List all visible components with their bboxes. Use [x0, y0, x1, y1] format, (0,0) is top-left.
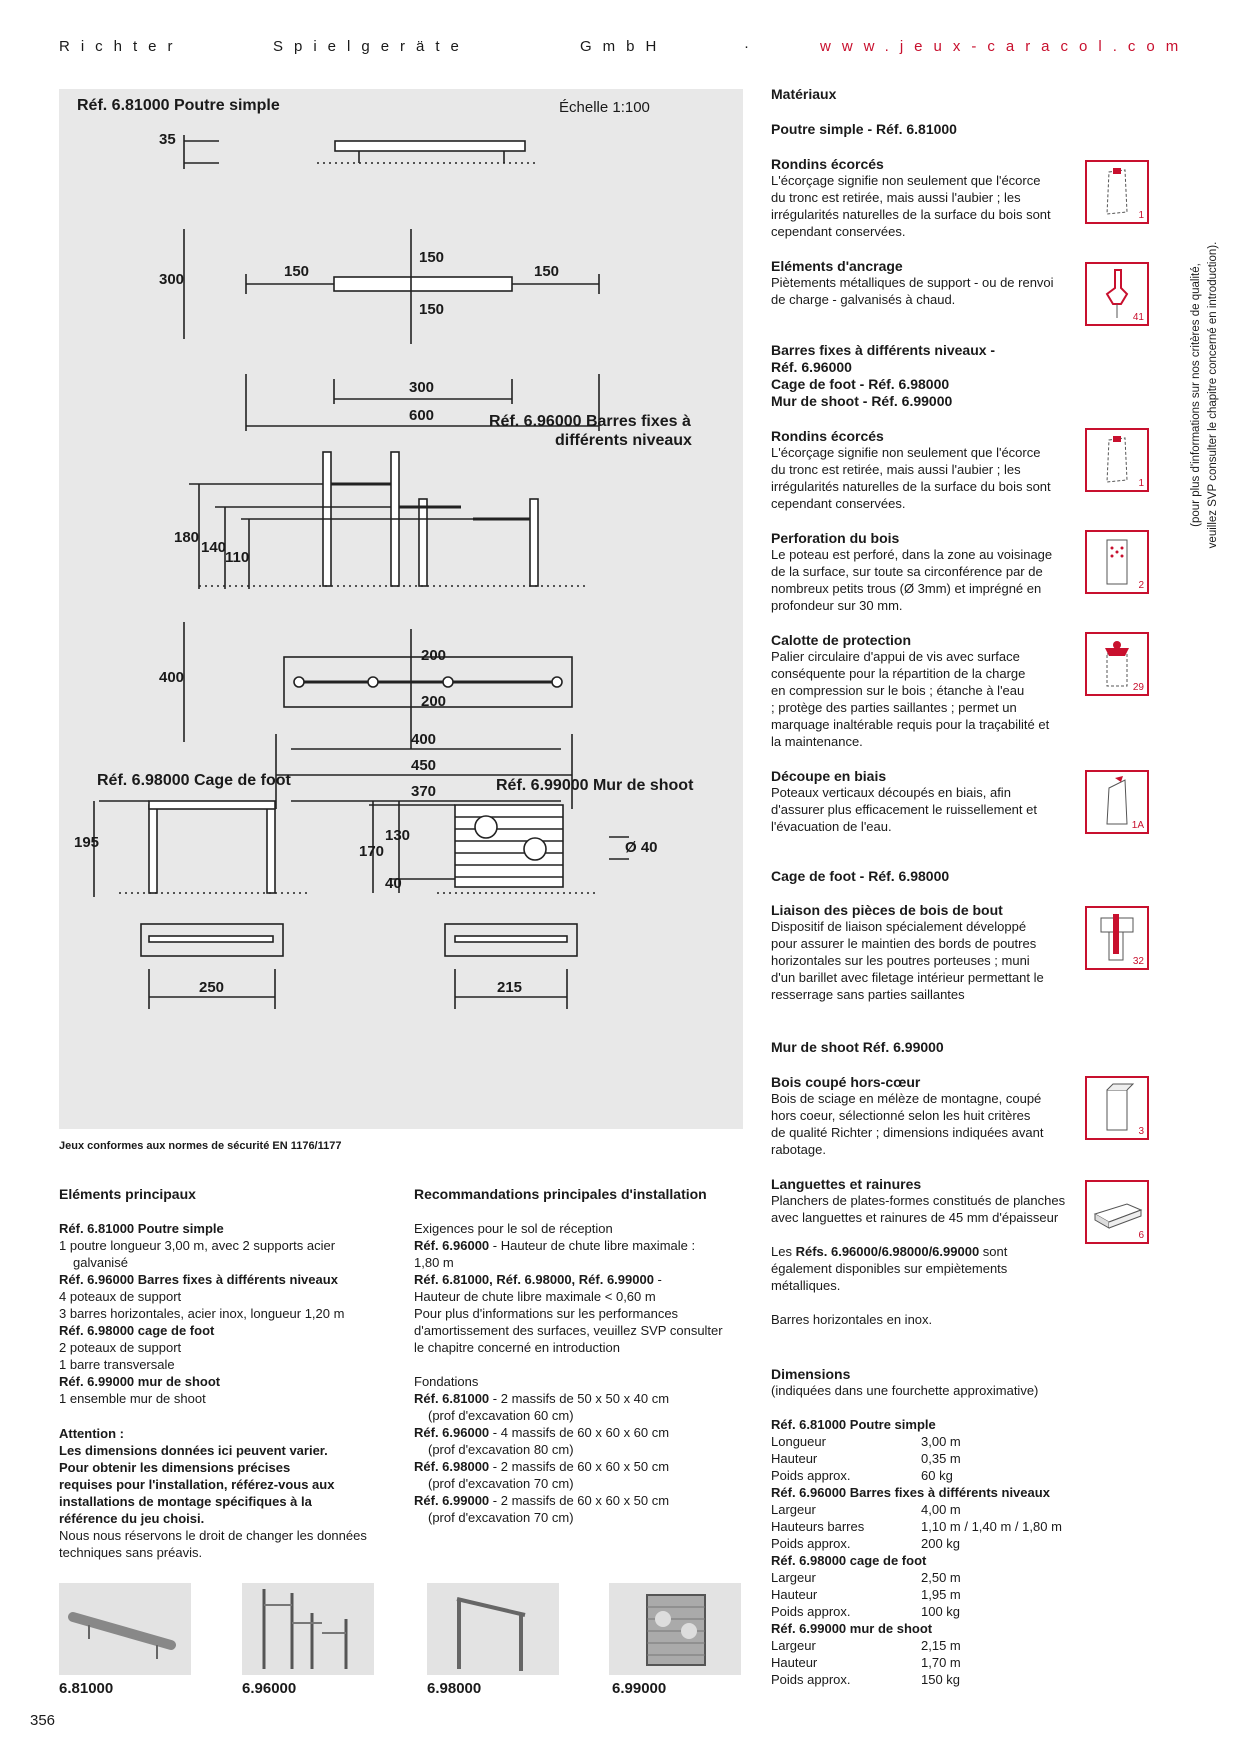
bevel-cut-icon	[1085, 770, 1149, 834]
material-line: resserrage sans parties saillantes	[771, 987, 965, 1002]
page-number: 356	[30, 1712, 56, 1729]
icon-number: 29	[1132, 682, 1144, 693]
dim-group-ref: Réf. 6.96000 Barres fixes à différents niveaux	[771, 1485, 1050, 1500]
material-line: Le poteau est perforé, dans la zone au voisinage	[771, 547, 1053, 562]
attention-line: référence du jeu choisi.	[59, 1511, 205, 1526]
dim-value: 2,15 m	[921, 1638, 961, 1653]
anchor-icon	[1085, 262, 1149, 326]
dim-label: 170	[359, 843, 385, 860]
icon-number: 1	[1138, 210, 1144, 221]
material-title: Rondins écorcés	[771, 428, 884, 444]
dim-key: Hauteur	[771, 1587, 818, 1602]
note-text: sont	[979, 1244, 1008, 1259]
dim-label: 200	[421, 693, 447, 710]
company-name-1: Richter	[59, 38, 184, 55]
dim-key: Largeur	[771, 1638, 816, 1653]
material-line: de qualité Richter ; dimensions indiquées avant	[771, 1125, 1044, 1140]
materials-section-line: Mur de shoot - Réf. 6.99000	[771, 393, 953, 409]
material-line: L'écorçage signifie non seulement que l'écorce	[771, 445, 1041, 460]
dim-label: 35	[159, 131, 176, 148]
dim-value: 100 kg	[921, 1604, 961, 1619]
material-line: marquage inaltérable requis pour la traçabilité et	[771, 717, 1050, 732]
materials-section-line: Barres fixes à différents niveaux -	[771, 342, 996, 358]
attention-line: requises pour l'installation, référez-vous aux	[59, 1477, 335, 1492]
drawing-title-poutre: Réf. 6.81000 Poutre simple	[77, 97, 280, 114]
dim-value: 1,95 m	[921, 1587, 961, 1602]
item-line: 3 barres horizontales, acier inox, longueur 1,20 m	[59, 1306, 345, 1321]
material-title: Bois coupé hors-cœur	[771, 1074, 921, 1090]
dim-key: Longueur	[771, 1434, 826, 1449]
material-decoupe	[771, 768, 1081, 835]
item-line: galvanisé	[73, 1255, 128, 1270]
inox-note: Barres horizontales en inox.	[771, 1312, 933, 1327]
install-text: d'amortissement des surfaces, veuillez SVP consulter	[414, 1323, 723, 1338]
material-title: Rondins écorcés	[771, 156, 884, 172]
company-name-2: Spielgeräte	[273, 38, 470, 55]
fond-ref: Réf. 6.99000	[414, 1493, 490, 1508]
dimensions-table	[771, 1366, 1091, 1688]
icon-number: 6	[1138, 1230, 1144, 1241]
material-line: avec languettes et rainures de 45 mm d'épaisseur	[771, 1210, 1059, 1225]
material-line: nombreux petits trous (Ø 3mm) et imprégné en	[771, 581, 1042, 596]
fond-sub: (prof d'excavation 80 cm)	[428, 1442, 574, 1457]
attention-line: Les dimensions données ici peuvent varier.	[59, 1443, 328, 1458]
material-line: profondeur sur 30 mm.	[771, 598, 903, 613]
material-line: en compression sur le bois ; étanche à l'eau	[771, 683, 1025, 698]
icon-number: 32	[1132, 956, 1144, 967]
material-title: Calotte de protection	[771, 632, 912, 648]
material-perforation	[771, 530, 1081, 614]
foundations-title: Fondations	[414, 1374, 479, 1389]
material-line: la maintenance.	[771, 734, 863, 749]
fond-ref: Réf. 6.81000	[414, 1391, 490, 1406]
dim-group-ref: Réf. 6.81000 Poutre simple	[771, 1417, 936, 1432]
product-thumbnail-cage[interactable]	[427, 1583, 559, 1675]
attention-line: Pour obtenir les dimensions précises	[59, 1460, 291, 1475]
dim-key: Largeur	[771, 1502, 816, 1517]
material-line: Dispositif de liaison spécialement développé	[771, 919, 1027, 934]
dim-key: Largeur	[771, 1570, 816, 1585]
attention-line: installations de montage spécifiques à la	[59, 1494, 312, 1509]
material-line: de la surface, sur toute sa circonférence par de	[771, 564, 1043, 579]
dim-group-ref: Réf. 6.99000 mur de shoot	[771, 1621, 933, 1636]
dim-label: 400	[159, 669, 185, 686]
material-title: Découpe en biais	[771, 768, 887, 784]
material-title: Eléments d'ancrage	[771, 258, 903, 274]
install-text: le chapitre concerné en introduction	[414, 1340, 620, 1355]
material-line: d'un barillet avec filetage intérieur permettant le	[771, 970, 1044, 985]
dim-label: 300	[159, 271, 185, 288]
icon-number: 3	[1138, 1126, 1144, 1137]
attention-title: Attention :	[59, 1426, 124, 1441]
protection-cap-icon	[1085, 632, 1149, 696]
material-bois-coupe	[771, 1074, 1081, 1158]
material-line: rabotage.	[771, 1142, 826, 1157]
reserve-line: Nous nous réservons le droit de changer les données	[59, 1528, 367, 1543]
dim-key: Hauteurs barres	[771, 1519, 865, 1534]
material-line: irrégularités naturelles de la surface du bois sont	[771, 207, 1051, 222]
dim-label: 110	[225, 549, 250, 566]
item-ref: Réf. 6.98000 cage de foot	[59, 1323, 215, 1338]
dim-label: 400	[411, 731, 437, 748]
fond-text: - 2 massifs de 50 x 50 x 40 cm	[489, 1391, 670, 1406]
install-text: -	[653, 1272, 662, 1287]
material-line: conséquente pour la répartition de la charge	[771, 666, 1026, 681]
materials-section: Cage de foot - Réf. 6.98000	[771, 868, 950, 884]
ground-title: Exigences pour le sol de réception	[414, 1221, 613, 1236]
dim-label: 250	[199, 979, 225, 996]
material-line: hors coeur, sélectionné selon les huit critères	[771, 1108, 1031, 1123]
dim-key: Hauteur	[771, 1451, 818, 1466]
dim-key: Poids approx.	[771, 1468, 851, 1483]
product-thumbnail-barres[interactable]	[242, 1583, 374, 1675]
material-line: Bois de sciage en mélèze de montagne, coupé	[771, 1091, 1042, 1106]
fond-text: - 2 massifs de 60 x 60 x 50 cm	[489, 1493, 670, 1508]
install-ref: Réf. 6.96000	[414, 1238, 490, 1253]
thumbnail-label: 6.99000	[612, 1680, 667, 1697]
materials-section-2	[771, 342, 1081, 410]
technical-drawing	[59, 89, 743, 1129]
note-refs: Réfs. 6.96000/6.98000/6.99000	[795, 1244, 980, 1259]
item-line: 2 poteaux de support	[59, 1340, 182, 1355]
item-ref: Réf. 6.99000 mur de shoot	[59, 1374, 221, 1389]
side-note	[1170, 225, 1219, 575]
icon-number: 1A	[1131, 820, 1144, 831]
item-line: 1 ensemble mur de shoot	[59, 1391, 206, 1406]
dim-value: 1,10 m / 1,40 m / 1,80 m	[921, 1519, 1062, 1534]
material-line: irrégularités naturelles de la surface du bois sont	[771, 479, 1051, 494]
material-line: cependant conservées.	[771, 496, 906, 511]
dim-label: 150	[419, 249, 445, 266]
install-title: Recommandations principales d'installation	[414, 1186, 707, 1202]
dim-value: 4,00 m	[921, 1502, 961, 1517]
icon-number: 2	[1138, 580, 1144, 591]
material-rondins-1	[771, 156, 1081, 240]
material-line: ; protège des parties saillantes ; permet un	[771, 700, 1017, 715]
fond-sub: (prof d'excavation 70 cm)	[428, 1510, 574, 1525]
header-separator: ·	[744, 38, 760, 55]
icon-number: 1	[1138, 478, 1144, 489]
note-line: métalliques.	[771, 1278, 841, 1293]
dim-key: Hauteur	[771, 1655, 818, 1670]
item-line: 4 poteaux de support	[59, 1289, 182, 1304]
technical-drawing-panel	[59, 89, 743, 1129]
dim-value: 0,35 m	[921, 1451, 961, 1466]
material-title: Liaison des pièces de bois de bout	[771, 902, 1003, 918]
material-line: L'écorçage signifie non seulement que l'écorce	[771, 173, 1041, 188]
materials-section: Poutre simple - Réf. 6.81000	[771, 121, 957, 137]
fond-sub: (prof d'excavation 70 cm)	[428, 1476, 574, 1491]
dim-label: 215	[497, 979, 523, 996]
install-text: Hauteur de chute libre maximale < 0,60 m	[414, 1289, 656, 1304]
material-languettes	[771, 1176, 1081, 1328]
fond-ref: Réf. 6.96000	[414, 1425, 490, 1440]
drawing-title-barres-b: différents niveaux	[555, 432, 692, 449]
item-ref: Réf. 6.96000 Barres fixes à différents niveaux	[59, 1272, 338, 1287]
dim-label: 150	[534, 263, 560, 280]
dim-label: 300	[409, 379, 435, 396]
dim-value: 2,50 m	[921, 1570, 961, 1585]
fond-text: - 4 massifs de 60 x 60 x 60 cm	[489, 1425, 670, 1440]
thumbnail-label: 6.96000	[242, 1680, 297, 1697]
dim-label: 450	[411, 757, 437, 774]
dim-label: 150	[284, 263, 310, 280]
dim-label: 180	[174, 529, 200, 546]
material-line: du tronc est retirée, mais aussi l'aubier ; les	[771, 190, 1021, 205]
material-line: Planchers de plates-formes constitués de planches	[771, 1193, 1066, 1208]
drawing-title-mur: Réf. 6.99000 Mur de shoot	[496, 777, 694, 794]
safety-note: Jeux conformes aux normes de sécurité EN 1176/1177	[59, 1140, 342, 1152]
dim-value: 200 kg	[921, 1536, 961, 1551]
install-ref: Réf. 6.81000, Réf. 6.98000, Réf. 6.99000	[414, 1272, 654, 1287]
thumbnail-label: 6.98000	[427, 1680, 482, 1697]
note-line: également disponibles sur empiètements	[771, 1261, 1008, 1276]
product-thumbnail-mur[interactable]	[609, 1583, 741, 1675]
material-line: horizontales sur les poutres porteuses ; muni	[771, 953, 1030, 968]
thumbnail-label: 6.81000	[59, 1680, 114, 1697]
dim-label: Ø 40	[625, 839, 658, 856]
product-thumbnail-poutre[interactable]	[59, 1583, 191, 1675]
reserve-line: techniques sans préavis.	[59, 1545, 203, 1560]
side-note-line: (pour plus d'informations sur nos critères de qualité,	[1190, 263, 1202, 527]
sawn-timber-icon	[1085, 1076, 1149, 1140]
website-link[interactable]: www.jeux-caracol.com	[820, 38, 1190, 55]
material-title: Perforation du bois	[771, 530, 900, 546]
principal-title: Eléments principaux	[59, 1186, 196, 1202]
dim-key: Poids approx.	[771, 1672, 851, 1687]
install-text: 1,80 m	[414, 1255, 454, 1270]
fond-ref: Réf. 6.98000	[414, 1459, 490, 1474]
principal-elements	[59, 1186, 399, 1561]
dim-label: 200	[421, 647, 447, 664]
install-text: - Hauteur de chute libre maximale :	[489, 1238, 696, 1253]
wood-connector-icon	[1085, 906, 1149, 970]
material-ancrage	[771, 258, 1081, 308]
dim-label: 40	[385, 875, 402, 892]
dimensions-title: Dimensions	[771, 1366, 851, 1382]
side-note-line: veuillez SVP consulter le chapitre concerné en introduction).	[1207, 241, 1219, 549]
material-liaison	[771, 902, 1081, 1003]
dim-value: 150 kg	[921, 1672, 961, 1687]
dim-value: 3,00 m	[921, 1434, 961, 1449]
material-line: de charge - galvanisés à chaud.	[771, 292, 956, 307]
fond-sub: (prof d'excavation 60 cm)	[428, 1408, 574, 1423]
dim-label: 195	[74, 834, 100, 851]
materials-section-line: Réf. 6.96000	[771, 359, 852, 375]
materials-title	[771, 86, 1081, 102]
materials-heading: Matériaux	[771, 86, 837, 102]
tongue-groove-icon	[1085, 1180, 1149, 1244]
fond-text: - 2 massifs de 60 x 60 x 50 cm	[489, 1459, 670, 1474]
dim-label: 150	[419, 301, 445, 318]
dim-label: 600	[409, 407, 435, 424]
dim-label: 140	[201, 539, 227, 556]
item-line: 1 barre transversale	[59, 1357, 175, 1372]
note-text: Les	[771, 1244, 796, 1259]
log-icon	[1085, 160, 1149, 224]
installation-recommendations	[414, 1186, 754, 1526]
dim-label: 130	[385, 827, 411, 844]
material-line: du tronc est retirée, mais aussi l'aubier ; les	[771, 462, 1021, 477]
dim-key: Poids approx.	[771, 1604, 851, 1619]
material-rondins-2	[771, 428, 1081, 512]
drawing-scale: Échelle 1:100	[559, 99, 650, 116]
company-name-3: GmbH	[580, 38, 668, 55]
log-icon	[1085, 428, 1149, 492]
dim-value: 60 kg	[921, 1468, 953, 1483]
material-title: Languettes et rainures	[771, 1176, 922, 1192]
icon-number: 41	[1132, 312, 1144, 323]
dim-key: Poids approx.	[771, 1536, 851, 1551]
item-line: 1 poutre longueur 3,00 m, avec 2 supports acier	[59, 1238, 336, 1253]
install-text: Pour plus d'informations sur les performances	[414, 1306, 679, 1321]
dim-group-ref: Réf. 6.98000 cage de foot	[771, 1553, 927, 1568]
material-line: Palier circulaire d'appui de vis avec surface	[771, 649, 1020, 664]
dim-label: 370	[411, 783, 437, 800]
item-ref: Réf. 6.81000 Poutre simple	[59, 1221, 224, 1236]
material-line: cependant conservées.	[771, 224, 906, 239]
material-line: pour assurer le maintien des bords de poutres	[771, 936, 1037, 951]
dim-value: 1,70 m	[921, 1655, 961, 1670]
dimensions-subtitle: (indiquées dans une fourchette approximative)	[771, 1383, 1039, 1398]
material-line: l'évacuation de l'eau.	[771, 819, 892, 834]
drawing-title-cage: Réf. 6.98000 Cage de foot	[97, 772, 291, 789]
drawing-title-barres-a: Réf. 6.96000 Barres fixes à	[489, 413, 691, 430]
perforation-icon	[1085, 530, 1149, 594]
material-line: Piètements métalliques de support - ou de renvoi	[771, 275, 1054, 290]
material-calotte	[771, 632, 1081, 750]
material-line: d'assurer plus efficacement le ruissellement et	[771, 802, 1037, 817]
material-line: Poteaux verticaux découpés en biais, afin	[771, 785, 1011, 800]
materials-section: Mur de shoot Réf. 6.99000	[771, 1039, 944, 1055]
materials-section-line: Cage de foot - Réf. 6.98000	[771, 376, 950, 392]
